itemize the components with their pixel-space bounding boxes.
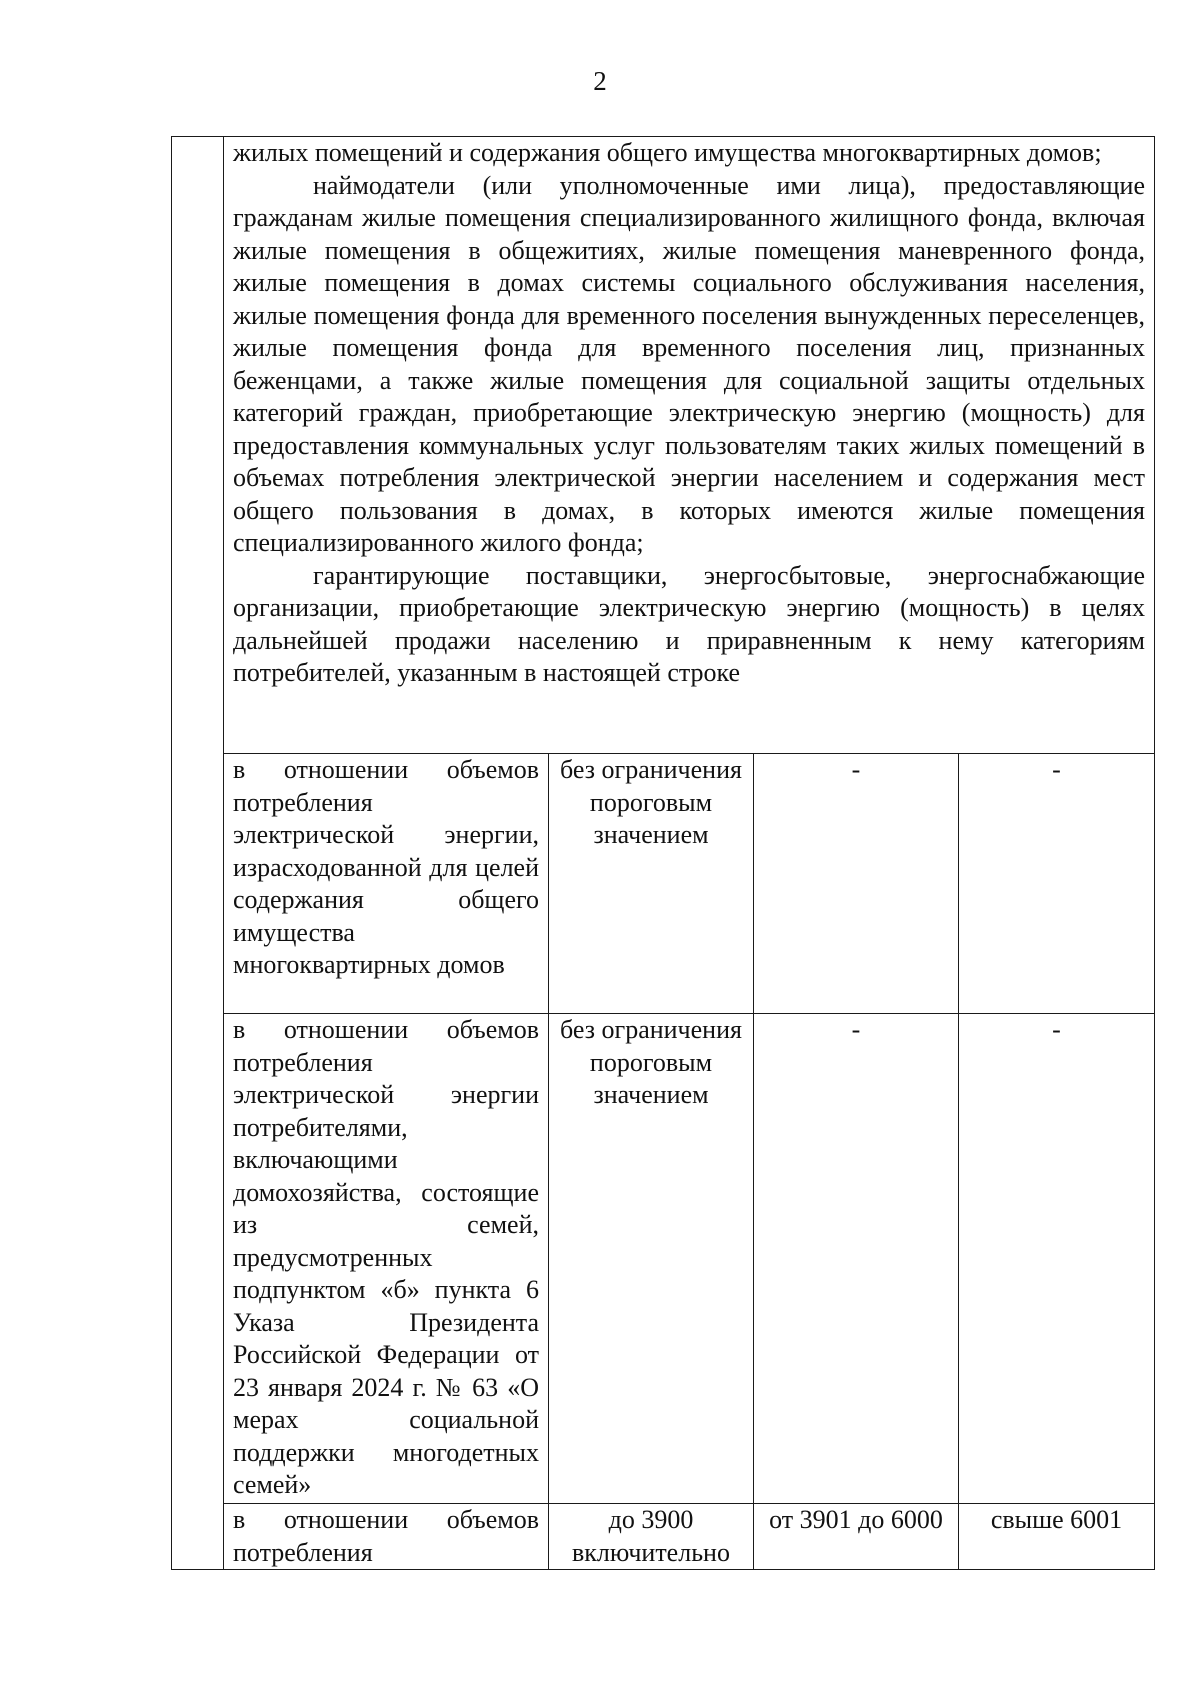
range1-value: без ограничения пороговым значением (549, 1014, 754, 1504)
table-row (172, 1014, 1155, 1504)
continuation-row (172, 137, 1155, 754)
tariff-table (171, 136, 1155, 1570)
range2-value: - (754, 1014, 959, 1504)
continuation-paragraph-2: наймодатели (или уполномоченные ими лица), предоставляющие гражданам жилые помещения специализированного жилищного фонда, включая жилые помещения в общежитиях, жилые помещения маневренного фонда, жилые помещения в домах системы социального обслуживания населения, жилые помещения фонда для временного поселения вынужденных переселенцев, жилые помещения фонда для временного поселения лиц, признанных беженцами, а также жилые помещения для социальной защиты отдельных категорий граждан, приобретающие электрическую энергию (мощность) для предоставления коммунальных услуг пользователям таких жилых помещений в объемах потребления электрической энергии населением и содержания мест общего пользования в домах, в которых имеются жилые помещения специализированного жилого фонда; (233, 170, 1145, 557)
continuation-paragraph-3: гарантирующие поставщики, энергосбытовые, энергоснабжающие организации, приобретающие электрическую энергию (мощность) в целях дальнейшей продажи населению и приравненным к нему категориям потребителей, указанным в настоящей строке (233, 560, 1145, 687)
row-description: в отношении объемов потребления электрической энергии, израсходованной для целей содержания общего имущества многоквартирных домов (224, 754, 549, 1014)
range1-value: до 3900 включительно (549, 1504, 754, 1570)
range2-value: от 3901 до 6000 (754, 1504, 959, 1570)
row-description: в отношении объемов потребления электрической энергии потребителями, включающими домохозяйства, состоящие из семей, предусмотренных подпунктом «б» пункта 6 Указа Президента Российской Федерации от 23 января 2024 г. № 63 «О мерах социальной поддержки многодетных семей» (224, 1014, 549, 1504)
continuation-text-cell (224, 137, 1155, 754)
page-number: 2 (593, 66, 607, 96)
row-number-cell (172, 137, 224, 1570)
range2-value: - (754, 754, 959, 1014)
table-row (172, 1504, 1155, 1570)
range3-value: свыше 6001 (959, 1504, 1155, 1570)
table-row (172, 754, 1155, 1014)
continuation-paragraph-1: жилых помещений и содержания общего имущества многоквартирных домов; (233, 138, 1102, 167)
range1-value: без ограничения пороговым значением (549, 754, 754, 1014)
range3-value: - (959, 754, 1155, 1014)
range3-value: - (959, 1014, 1155, 1504)
row-description: в отношении объемов потребления (224, 1504, 549, 1570)
